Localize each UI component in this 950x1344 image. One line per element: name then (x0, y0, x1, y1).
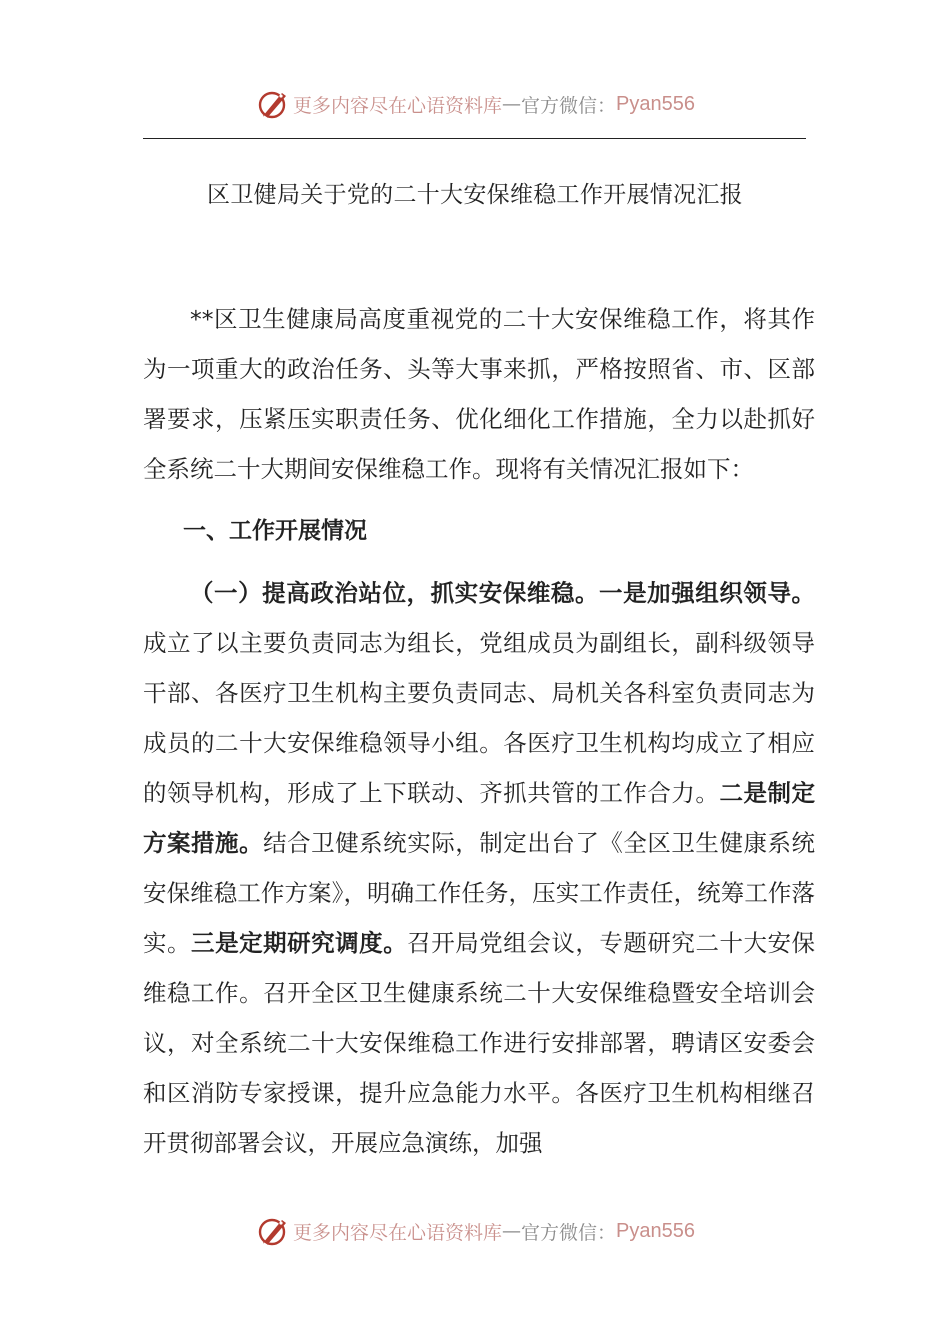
header-watermark (0, 84, 950, 124)
point-2-body: 结合卫健系统实际，制定出台了《全区卫生健康系统安保维稳工作方案》，明确工作任务，压实工作责任，统筹工作落实。 (143, 829, 816, 957)
watermark-wechat-id: Pyan556 (616, 1219, 695, 1242)
watermark-wechat-label: 官方微信： (521, 1221, 617, 1244)
pen-nib-logo-icon (255, 87, 289, 121)
section-heading: 一、工作开展情况 (183, 518, 367, 544)
point-1-title: 一是加强组织领导。 (599, 579, 816, 607)
section-1-1-paragraph (143, 568, 815, 1168)
point-3-title: 三是定期研究调度。 (191, 929, 408, 957)
watermark-wechat-id: Pyan556 (616, 92, 695, 115)
point-2-title: 二是制定方案措施。 (143, 779, 816, 857)
watermark-dash: — (502, 93, 522, 115)
pen-nib-logo-icon (255, 1214, 289, 1248)
point-1-body: 成立了以主要负责同志为组长，党组成员为副组长，副科级领导干部、各医疗卫生机构主要负责同志、局机关各科室负责同志为成员的二十大安保维稳领导小组。各医疗卫生机构均成立了相应的领导机构，形成了上下联动、齐抓共管的工作合力。 (143, 629, 815, 807)
footer-watermark (0, 1211, 950, 1251)
subsection-heading: （一）提高政治站位，抓实安保维稳。 (190, 579, 600, 607)
document-title: 区卫健局关于党的二十大安保维稳工作开展情况汇报 (207, 182, 743, 208)
watermark-text: 更多内容尽在心语资料库 (293, 1221, 503, 1244)
point-3-body: 召开局党组会议，专题研究二十大安保维稳工作。召开全区卫生健康系统二十大安保维稳暨安全培训会议，对全系统二十大安保维稳工作进行安排部署，聘请区安委会和区消防专家授课，提升应急能力水平。各医疗卫生机构相继召开贯彻部署会议，开展应急演练，加强 (143, 929, 816, 1157)
watermark-text: 更多内容尽在心语资料库 (293, 94, 503, 117)
intro-paragraph: **区卫生健康局高度重视党的二十大安保维稳工作，将其作为一项重大的政治任务、头等大事来抓，严格按照省、市、区部署要求，压紧压实职责任务、优化细化工作措施，全力以赴抓好全系统二十大期间安保维稳工作。现将有关情况汇报如下： (143, 305, 815, 483)
header-divider (143, 138, 806, 139)
watermark-dash: — (502, 1220, 522, 1242)
watermark-wechat-label: 官方微信： (521, 94, 617, 117)
